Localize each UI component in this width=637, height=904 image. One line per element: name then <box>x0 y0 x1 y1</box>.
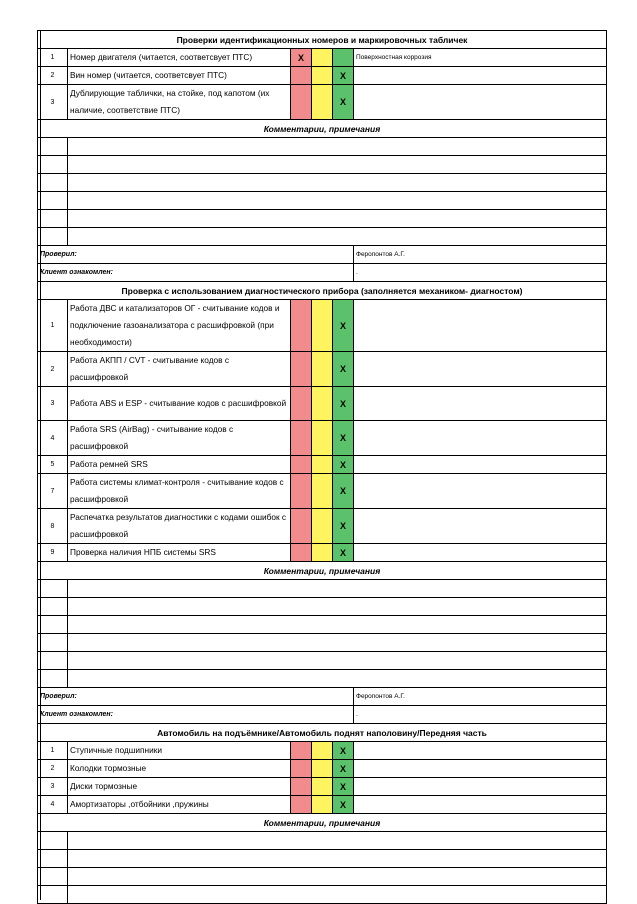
item-description: Работа системы климат-контроля - считывание кодов с расшифровкой <box>68 474 291 509</box>
comments-title: Комментарии, примечания <box>38 120 607 138</box>
red-rating-cell[interactable] <box>291 300 312 352</box>
green-rating-cell[interactable]: X <box>333 742 354 760</box>
comment-line[interactable] <box>38 670 607 688</box>
item-number: 3 <box>38 85 68 120</box>
item-description: Работа ABS и ESP - считывание кодов с расшифровкой <box>68 387 291 421</box>
yellow-rating-cell[interactable] <box>312 796 333 814</box>
table-row <box>38 474 607 509</box>
item-description: Колодки тормозные <box>68 760 291 778</box>
green-rating-cell[interactable]: X <box>333 760 354 778</box>
item-note[interactable] <box>354 421 607 456</box>
red-rating-cell[interactable] <box>291 742 312 760</box>
item-number: 8 <box>38 509 68 544</box>
item-number: 3 <box>38 387 68 421</box>
comments-title: Комментарии, примечания <box>38 814 607 832</box>
green-rating-cell[interactable] <box>333 49 354 67</box>
yellow-rating-cell[interactable] <box>312 49 333 67</box>
table-row <box>38 509 607 544</box>
table-row <box>38 49 607 67</box>
comment-line[interactable] <box>38 138 607 156</box>
red-rating-cell[interactable] <box>291 67 312 85</box>
section-1-title: Проверки идентификационных номеров и маркировочных табличек <box>38 31 607 49</box>
item-number: 7 <box>38 474 68 509</box>
comment-line[interactable] <box>38 832 607 850</box>
item-note[interactable] <box>354 300 607 352</box>
comment-line[interactable] <box>38 850 607 868</box>
item-note[interactable] <box>354 509 607 544</box>
item-note[interactable] <box>354 67 607 85</box>
item-number: 1 <box>38 300 68 352</box>
comment-line[interactable] <box>38 210 607 228</box>
red-rating-cell[interactable] <box>291 796 312 814</box>
item-note[interactable] <box>354 456 607 474</box>
item-number: 3 <box>38 778 68 796</box>
table-row <box>38 352 607 387</box>
yellow-rating-cell[interactable] <box>312 456 333 474</box>
green-rating-cell[interactable]: X <box>333 421 354 456</box>
item-note[interactable] <box>354 778 607 796</box>
table-row <box>38 742 607 760</box>
red-rating-cell[interactable] <box>291 456 312 474</box>
checked-by-row <box>38 688 607 706</box>
checked-by-label: Проверил: <box>38 246 354 264</box>
item-number: 1 <box>38 742 68 760</box>
yellow-rating-cell[interactable] <box>312 85 333 120</box>
yellow-rating-cell[interactable] <box>312 474 333 509</box>
item-number: 4 <box>38 421 68 456</box>
comment-line[interactable] <box>38 192 607 210</box>
item-number: 5 <box>38 456 68 474</box>
yellow-rating-cell[interactable] <box>312 300 333 352</box>
green-rating-cell[interactable]: X <box>333 778 354 796</box>
client-label: Клиент ознакомлен: <box>38 264 354 282</box>
yellow-rating-cell[interactable] <box>312 67 333 85</box>
item-description: Дублирующие таблички, на стойке, под капотом (их наличие, соответствие ПТС) <box>68 85 291 120</box>
green-rating-cell[interactable]: X <box>333 456 354 474</box>
item-note[interactable] <box>354 352 607 387</box>
item-description: Диски тормозные <box>68 778 291 796</box>
client-row <box>38 264 607 282</box>
table-row <box>38 544 607 562</box>
red-rating-cell[interactable] <box>291 760 312 778</box>
green-rating-cell[interactable]: X <box>333 67 354 85</box>
item-description: Амортизаторы ,отбойники ,пружины <box>68 796 291 814</box>
comment-line[interactable] <box>38 868 607 886</box>
table-row <box>38 300 607 352</box>
table-row <box>38 778 607 796</box>
item-description: Работа ДВС и катализаторов ОГ - считывание кодов и подключение газоанализатора с расшифровкой (при необходимости) <box>68 300 291 352</box>
checked-by-row <box>38 246 607 264</box>
comment-line[interactable] <box>38 616 607 634</box>
green-rating-cell[interactable]: X <box>333 387 354 421</box>
comment-line[interactable] <box>38 228 607 246</box>
item-description: Работа ремней SRS <box>68 456 291 474</box>
item-number: 1 <box>38 49 68 67</box>
item-note[interactable] <box>354 544 607 562</box>
red-rating-cell[interactable] <box>291 474 312 509</box>
table-row <box>38 67 607 85</box>
section-3-title: Автомобиль на подъёмнике/Автомобиль поднят наполовину/Передняя часть <box>38 724 607 742</box>
green-rating-cell[interactable]: X <box>333 474 354 509</box>
green-rating-cell[interactable]: X <box>333 796 354 814</box>
table-row <box>38 456 607 474</box>
comment-line[interactable] <box>38 886 607 904</box>
item-description: Распечатка результатов диагностики с кодами ошибок с расшифровкой <box>68 509 291 544</box>
item-description: Работа АКПП / CVT - считывание кодов с расшифровкой <box>68 352 291 387</box>
table-row <box>38 85 607 120</box>
table-row <box>38 421 607 456</box>
yellow-rating-cell[interactable] <box>312 509 333 544</box>
comments-title: Комментарии, примечания <box>38 562 607 580</box>
comment-line[interactable] <box>38 174 607 192</box>
item-note[interactable] <box>354 85 607 120</box>
item-note[interactable]: Поверхностная коррозия <box>354 49 607 67</box>
table-row <box>38 387 607 421</box>
item-note[interactable] <box>354 760 607 778</box>
item-note[interactable] <box>354 474 607 509</box>
client-label: Клиент ознакомлен: <box>38 706 354 724</box>
comment-line[interactable] <box>38 652 607 670</box>
item-description: Проверка наличия НПБ системы SRS <box>68 544 291 562</box>
yellow-rating-cell[interactable] <box>312 760 333 778</box>
item-description: Номер двигателя (читается, соответсвует ПТС) <box>68 49 291 67</box>
yellow-rating-cell[interactable] <box>312 421 333 456</box>
item-number: 2 <box>38 67 68 85</box>
comment-line[interactable] <box>38 156 607 174</box>
item-number: 9 <box>38 544 68 562</box>
yellow-rating-cell[interactable] <box>312 352 333 387</box>
table-row <box>38 760 607 778</box>
client-row <box>38 706 607 724</box>
item-description: Вин номер (читается, соответсвует ПТС) <box>68 67 291 85</box>
inspection-table <box>37 30 607 904</box>
green-rating-cell[interactable]: X <box>333 85 354 120</box>
green-rating-cell[interactable]: X <box>333 509 354 544</box>
table-row <box>38 796 607 814</box>
green-rating-cell[interactable]: X <box>333 544 354 562</box>
yellow-rating-cell[interactable] <box>312 778 333 796</box>
red-rating-cell[interactable] <box>291 778 312 796</box>
red-rating-cell[interactable] <box>291 509 312 544</box>
item-description: Ступичные подшипники <box>68 742 291 760</box>
item-number: 4 <box>38 796 68 814</box>
client-value[interactable]: . <box>354 264 607 282</box>
yellow-rating-cell[interactable] <box>312 742 333 760</box>
red-rating-cell[interactable] <box>291 387 312 421</box>
red-rating-cell[interactable] <box>291 352 312 387</box>
yellow-rating-cell[interactable] <box>312 387 333 421</box>
comment-line[interactable] <box>38 580 607 598</box>
green-rating-cell[interactable]: X <box>333 352 354 387</box>
red-rating-cell[interactable] <box>291 85 312 120</box>
checked-by-label: Проверил: <box>38 688 354 706</box>
green-rating-cell[interactable]: X <box>333 300 354 352</box>
yellow-rating-cell[interactable] <box>312 544 333 562</box>
item-description: Работа SRS (AirBag) - считывание кодов с расшифровкой <box>68 421 291 456</box>
checked-by-value[interactable]: Феропонтов А.Г. <box>354 688 607 706</box>
checked-by-value[interactable]: Феропонтов А.Г. <box>354 246 607 264</box>
client-value[interactable]: . <box>354 706 607 724</box>
comment-line[interactable] <box>38 634 607 652</box>
item-note[interactable] <box>354 387 607 421</box>
comment-line[interactable] <box>38 598 607 616</box>
item-note[interactable] <box>354 796 607 814</box>
section-2-title: Проверка с использованием диагностического прибора (заполняется механиком- диагностом) <box>38 282 607 300</box>
item-number: 2 <box>38 352 68 387</box>
item-number: 2 <box>38 760 68 778</box>
red-rating-cell[interactable]: X <box>291 49 312 67</box>
red-rating-cell[interactable] <box>291 544 312 562</box>
red-rating-cell[interactable] <box>291 421 312 456</box>
item-note[interactable] <box>354 742 607 760</box>
inspection-form <box>37 0 606 870</box>
